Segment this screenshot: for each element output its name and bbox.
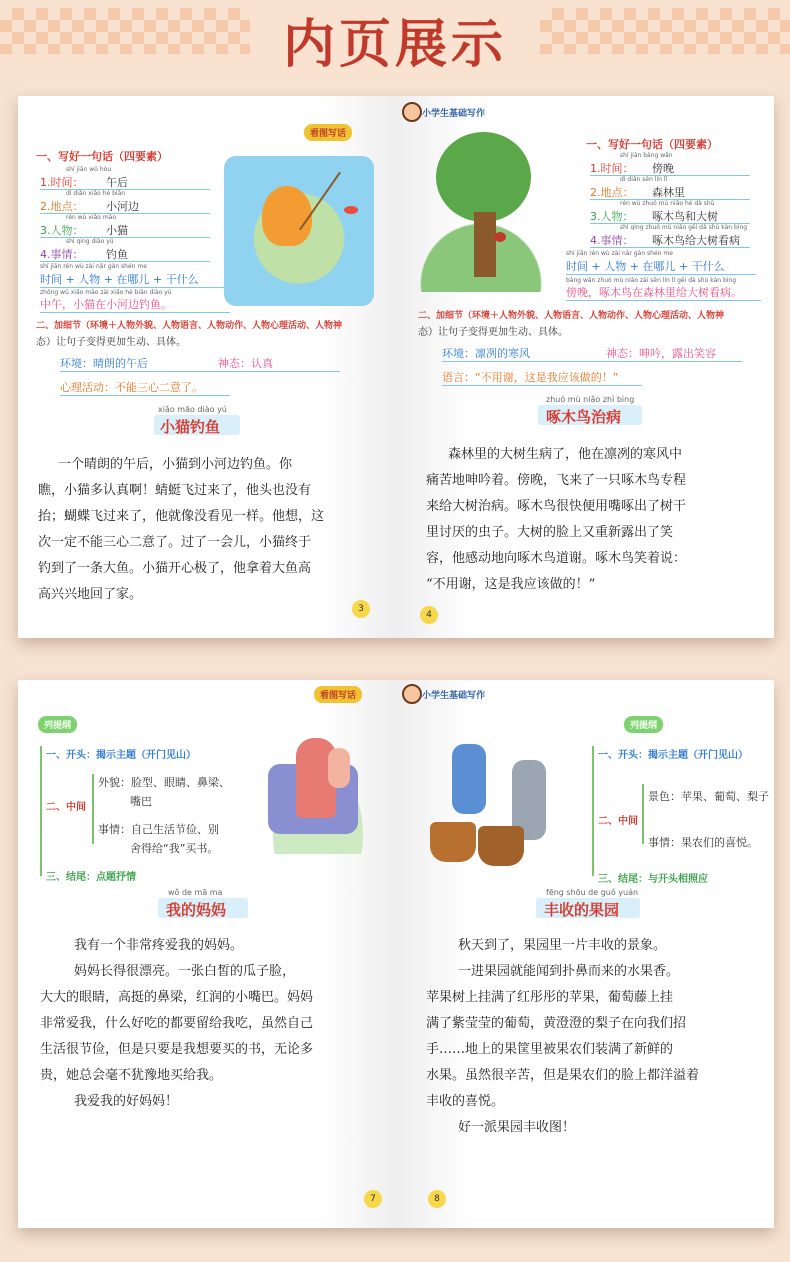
title-pinyin: fēng shōu de guǒ yuán xyxy=(546,888,639,897)
item-event-value: 啄木鸟给大树看病 xyxy=(652,234,740,247)
illustration-mother-child xyxy=(248,724,388,854)
story-title: 丰收的果园 xyxy=(544,901,620,919)
outline-sub-bracket xyxy=(642,784,644,844)
item-time-label: 1.时间： xyxy=(40,176,84,189)
story-line: 高兴兴地回了家。 xyxy=(38,587,143,602)
underline xyxy=(590,175,750,176)
section-badge: 看图写话 xyxy=(314,686,362,703)
outline-events: 事情：自己生活节俭、别 xyxy=(98,823,219,836)
item-time-value: 傍晚 xyxy=(652,162,674,175)
detail-environment: 环境：凛冽的寒风 xyxy=(442,347,530,360)
outline-opening: 一、开头：揭示主题（开门见山） xyxy=(598,750,748,761)
story-line: 来给大树治病。啄木鸟很快便用嘴啄出了树干 xyxy=(426,499,687,514)
outline-ending: 三、结尾：点题抒情 xyxy=(46,872,136,883)
story-line: 里讨厌的虫子。大树的脸上又重新露出了笑 xyxy=(426,525,674,540)
farmer-figure xyxy=(452,744,486,814)
outline-bracket xyxy=(40,746,42,876)
title-pinyin: xiǎo māo diào yú xyxy=(158,405,227,414)
detail-environment: 环境：晴朗的午后 xyxy=(60,357,148,370)
title-pinyin: wǒ de mā ma xyxy=(168,888,223,897)
pinyin: bàng wǎn zhuó mù niǎo zài sēn lín lǐ gěi dà shù kàn bìng xyxy=(566,277,737,284)
pinyin: dì diǎn xiǎo hé biān xyxy=(66,190,126,197)
story-line: 痛苦地呻吟着。傍晚，飞来了一只啄木鸟专程 xyxy=(426,473,687,488)
outline-opening: 一、开头：揭示主题（开门见山） xyxy=(46,750,196,761)
pinyin: shì qing zhuó mù niǎo gěi dà shù kàn bìng xyxy=(620,224,748,231)
fish xyxy=(344,206,358,214)
outline-bracket xyxy=(592,746,594,876)
story-line: 一进果园就能闻到扑鼻而来的水果香。 xyxy=(458,964,680,979)
outline-middle: 二、中间 xyxy=(598,816,638,827)
underline xyxy=(590,247,750,248)
story-line: 瞧，小猫多认真啊！蜻蜓飞过来了，他头也没有 xyxy=(38,483,312,498)
tree-canopy xyxy=(436,132,531,222)
story-line: 秋天到了，果园里一片丰收的景象。 xyxy=(458,938,667,953)
banner-title: 内页展示 xyxy=(282,15,507,75)
story-line: 好一派果园丰收图！ xyxy=(458,1120,576,1135)
outline-middle: 二、中间 xyxy=(46,802,86,813)
story-line: 手……地上的果筐里被果农们装满了新鲜的 xyxy=(426,1042,674,1057)
page-number: 7 xyxy=(364,1190,382,1208)
fruit-basket xyxy=(430,822,476,862)
item-place-value: 小河边 xyxy=(106,200,139,213)
story-line: 一个晴朗的午后，小猫到小河边钓鱼。你 xyxy=(58,457,293,472)
outline-ending: 三、结尾：与开头相照应 xyxy=(598,874,708,885)
pinyin: shí jiān bàng wǎn xyxy=(620,152,673,159)
section-2-sub: 态）让句子变得更加生动、具体。 xyxy=(418,327,568,338)
underline xyxy=(566,274,756,275)
child-mascot-icon xyxy=(402,684,422,704)
fruit-basket-2 xyxy=(478,826,524,866)
illustration-cat-fishing xyxy=(224,156,374,306)
series-header: 小学生基础写作 xyxy=(422,109,486,119)
outline-sub-bracket xyxy=(92,774,94,844)
story-line: 森林里的大树生病了，他在凛冽的寒风中 xyxy=(448,447,683,462)
outline-appearance: 外貌：脸型、眼睛、鼻梁、 xyxy=(98,776,230,789)
outline-scenery: 景色：苹果、葡萄、梨子 xyxy=(648,790,769,803)
example-sentence: 中午，小猫在小河边钓鱼。 xyxy=(40,298,172,311)
item-person-value: 小猫 xyxy=(106,224,128,237)
section-2-heading: 二、加细节（环境＋人物外貌、人物语言、人物动作、人物心理活动、人物神 xyxy=(418,311,725,321)
section-2-sub: 态）让句子变得更加生动、具体。 xyxy=(36,337,186,348)
detail-expression: 神态：呻吟，露出笑容 xyxy=(606,347,716,360)
item-event-label: 4.事情： xyxy=(40,248,84,261)
title-pinyin: zhuó mù niǎo zhì bìng xyxy=(546,395,635,404)
underline xyxy=(60,371,340,372)
underline xyxy=(60,395,230,396)
outline-events: 事情：果农们的喜悦。 xyxy=(648,836,758,849)
item-place-label: 2.地点： xyxy=(40,200,84,213)
pinyin: shí jiān rén wù zài nǎr gàn shén me xyxy=(40,263,147,270)
outline-badge: 列提纲 xyxy=(624,716,663,733)
item-time-value: 午后 xyxy=(106,176,128,189)
story-line: 水果。虽然很辛苦，但是果农们的脸上都洋溢着 xyxy=(426,1068,700,1083)
page-4 xyxy=(396,96,774,638)
page-number: 4 xyxy=(420,606,438,624)
page-7 xyxy=(18,680,397,1228)
detail-expression: 神态：认真 xyxy=(218,357,273,370)
pinyin: zhōng wǔ xiǎo māo zài xiǎo hé biān diào yú xyxy=(40,289,172,296)
item-person-label: 3.人物： xyxy=(40,224,84,237)
section-2-heading: 二、加细节（环境＋人物外貌、人物语言、人物动作、人物心理活动、人物神 xyxy=(36,321,343,331)
item-place-value: 森林里 xyxy=(652,186,685,199)
story-line: 苹果树上挂满了红彤彤的苹果，葡萄藤上挂 xyxy=(426,990,674,1005)
pinyin: rén wù xiǎo māo xyxy=(66,214,117,221)
page-number: 3 xyxy=(352,600,370,618)
child-mascot-icon xyxy=(402,102,422,122)
pinyin: shì qing diào yú xyxy=(66,238,114,245)
cat-figure xyxy=(262,186,312,246)
illustration-orchard-farmers xyxy=(412,730,582,880)
pinyin: rén wù zhuó mù niǎo hé dà shù xyxy=(620,200,715,207)
item-time-label: 1.时间： xyxy=(590,162,634,175)
story-line: 我有一个非常疼爱我的妈妈。 xyxy=(74,938,244,953)
woodpecker xyxy=(494,232,506,242)
outline-badge: 列提纲 xyxy=(38,716,77,733)
story-line: “不用谢，这是我应该做的！” xyxy=(426,577,596,592)
item-event-value: 钓鱼 xyxy=(106,248,128,261)
story-line: 我爱我的好妈妈！ xyxy=(74,1094,179,1109)
item-event-label: 4.事情： xyxy=(590,234,634,247)
story-line: 生活很节俭，但是只要是我想要买的书，无论多 xyxy=(40,1042,314,1057)
illustration-tree-woodpecker xyxy=(406,132,556,292)
story-line: 贵，她总会毫不犹豫地买给我。 xyxy=(40,1068,223,1083)
book-spread-top xyxy=(18,96,774,638)
story-line: 满了紫莹莹的葡萄，黄澄澄的梨子在向我们招 xyxy=(426,1016,687,1031)
banner xyxy=(0,0,790,78)
pinyin: shí jiān wǔ hòu xyxy=(66,166,112,173)
section-badge: 看图写话 xyxy=(304,124,352,141)
outline-appearance-cont: 嘴巴 xyxy=(130,795,152,808)
story-line: 非常爱我，什么好吃的都要留给我吃，虽然自己 xyxy=(40,1016,314,1031)
underline xyxy=(40,261,210,262)
underline xyxy=(442,385,642,386)
series-header: 小学生基础写作 xyxy=(422,691,486,701)
story-title: 啄木鸟治病 xyxy=(546,408,622,426)
item-person-value: 啄木鸟和大树 xyxy=(652,210,718,223)
child-figure xyxy=(328,748,350,788)
formula: 时间 + 人物 + 在哪儿 + 干什么 xyxy=(566,260,725,273)
underline xyxy=(442,361,742,362)
underline xyxy=(40,287,230,288)
detail-mind: 心理活动：不能三心二意了。 xyxy=(60,381,203,394)
page-3 xyxy=(18,96,397,638)
story-title: 我的妈妈 xyxy=(166,901,227,919)
story-title: 小猫钓鱼 xyxy=(160,418,221,436)
underline xyxy=(566,300,761,301)
story-line: 容，他感动地向啄木鸟道谢。啄木鸟笑着说： xyxy=(426,551,687,566)
book-spread-bottom xyxy=(18,680,774,1228)
section-1-heading: 一、写好一句话（四要素） xyxy=(36,150,168,163)
item-person-label: 3.人物： xyxy=(590,210,634,223)
detail-speech: 语言：“不用谢，这是我应该做的！” xyxy=(442,371,619,384)
tree-trunk xyxy=(474,212,496,277)
pinyin: dì diǎn sēn lín lǐ xyxy=(620,176,668,183)
page-number: 8 xyxy=(428,1190,446,1208)
outline-events-cont: 舍得给“我”买书。 xyxy=(130,842,219,855)
story-line: 妈妈长得很漂亮。一张白皙的瓜子脸， xyxy=(74,964,296,979)
item-place-label: 2.地点： xyxy=(590,186,634,199)
formula: 时间 + 人物 + 在哪儿 + 干什么 xyxy=(40,273,199,286)
story-line: 次一定不能三心二意了。过了一会儿，小猫终于 xyxy=(38,535,312,550)
story-line: 钓到了一条大鱼。小猫开心极了，他拿着大鱼高 xyxy=(38,561,312,576)
pinyin: shí jiān rén wù zài nǎr gàn shén me xyxy=(566,250,673,257)
page-8 xyxy=(396,680,774,1228)
story-line: 抬；蝴蝶飞过来了，他就像没看见一样。他想，这 xyxy=(38,509,325,524)
section-1-heading: 一、写好一句话（四要素） xyxy=(586,138,718,151)
underline xyxy=(40,312,230,313)
story-line: 大大的眼睛，高挺的鼻梁，红润的小嘴巴。妈妈 xyxy=(40,990,314,1005)
story-line: 丰收的喜悦。 xyxy=(426,1094,505,1109)
example-sentence: 傍晚，啄木鸟在森林里给大树看病。 xyxy=(566,286,742,299)
